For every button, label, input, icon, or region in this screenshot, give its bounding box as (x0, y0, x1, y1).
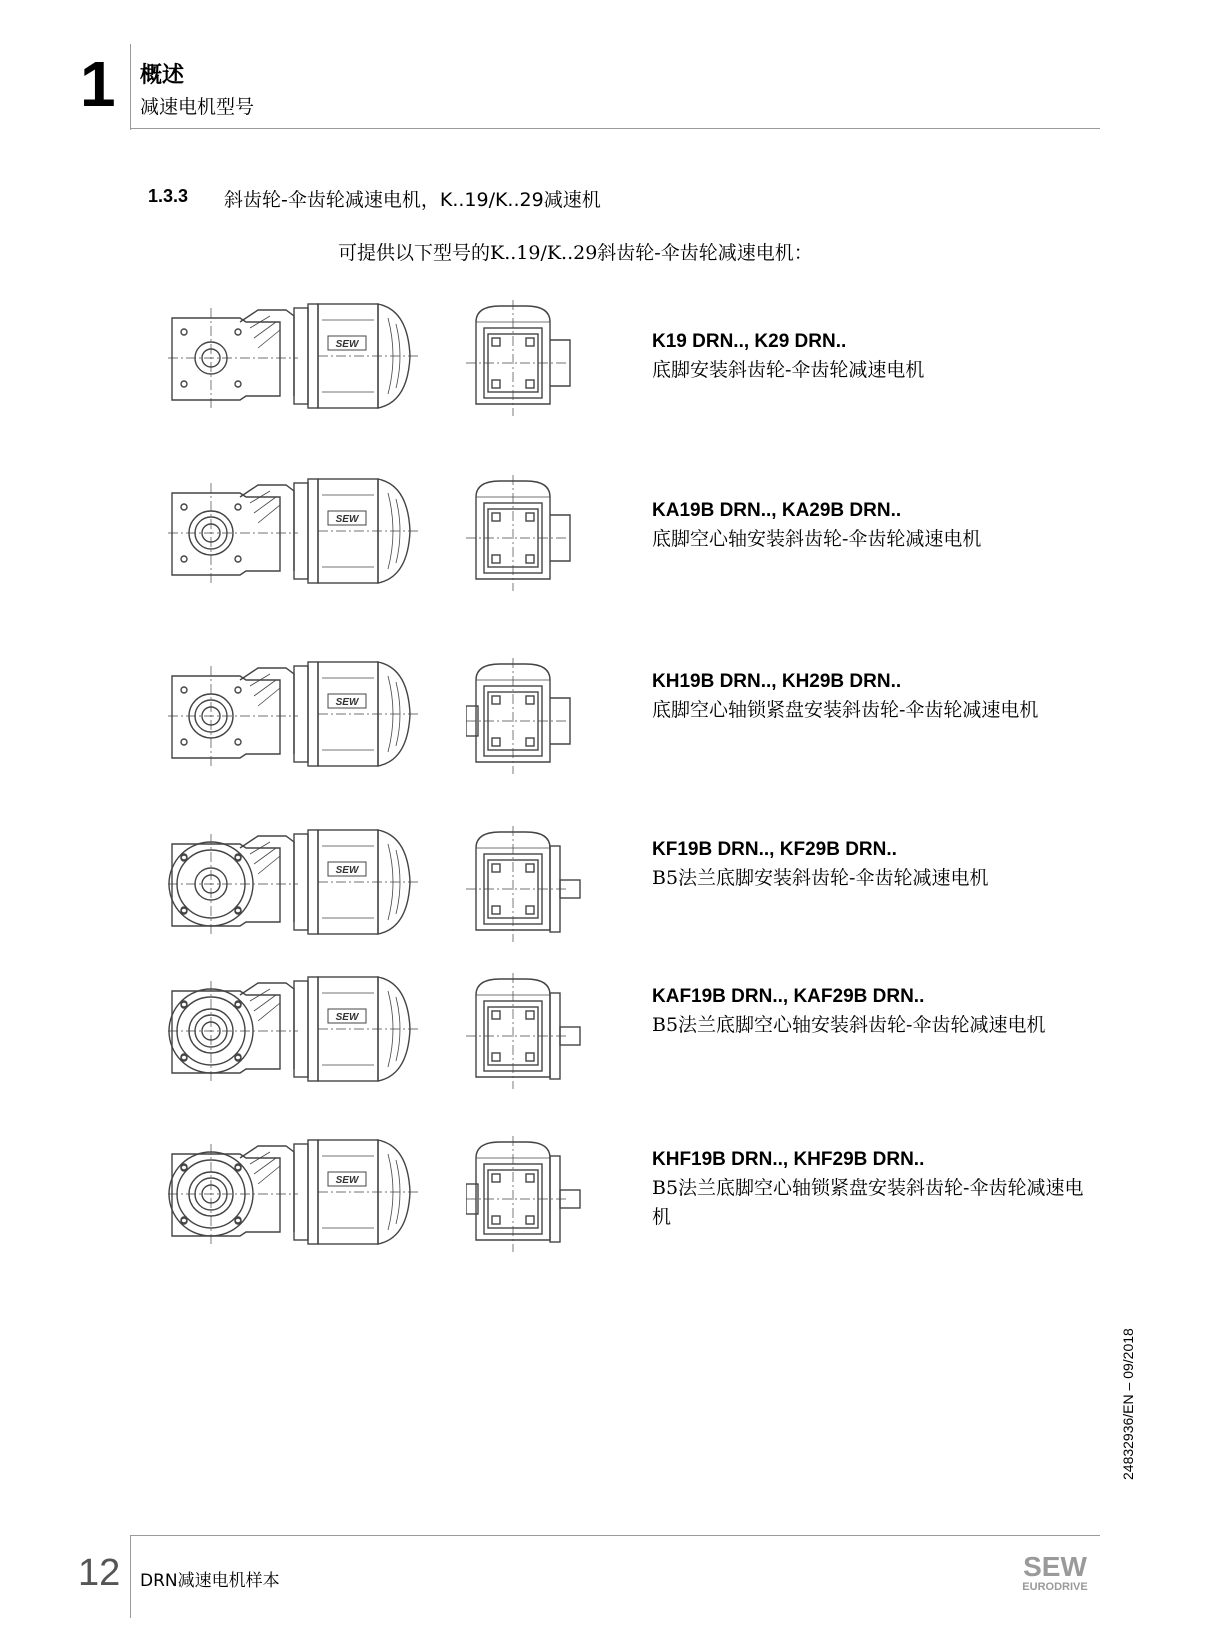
footer-divider-vertical (130, 1535, 131, 1618)
side-view-drawing (168, 973, 418, 1089)
product-description: 底脚空心轴锁紧盘安装斜齿轮-伞齿轮减速电机 (652, 699, 1039, 721)
product-model: KHF19B DRN.., KHF29B DRN.. (652, 1149, 925, 1170)
product-description: 底脚安装斜齿轮-伞齿轮减速电机 (652, 359, 925, 381)
intro-text: 可提供以下型号的K..19/K..29斜齿轮-伞齿轮减速电机： (338, 242, 813, 264)
svg-text:SEW: SEW (1023, 1551, 1087, 1582)
header-divider-vertical (130, 44, 131, 130)
section-title: 斜齿轮-伞齿轮减速电机，K..19/K..29减速机 (224, 189, 601, 211)
page-number: 12 (78, 1552, 121, 1594)
chapter-number: 1 (80, 48, 116, 120)
sew-nameplate-label: SEW (335, 697, 359, 708)
front-view-drawing (466, 826, 606, 942)
product-model: KAF19B DRN.., KAF29B DRN.. (652, 986, 925, 1007)
footer-divider-horizontal (130, 1535, 1100, 1536)
product-row (0, 658, 1225, 808)
chapter-subtitle: 减速电机型号 (140, 96, 255, 118)
product-row (0, 826, 1225, 976)
section-number: 1.3.3 (148, 186, 189, 206)
product-text (652, 983, 1092, 1040)
product-row (0, 1136, 1225, 1286)
side-view-drawing (168, 658, 418, 774)
side-view-drawing (168, 475, 418, 591)
front-view-drawing (466, 973, 606, 1089)
sew-nameplate-label: SEW (335, 1175, 359, 1186)
sew-nameplate-label: SEW (335, 514, 359, 525)
svg-text:EURODRIVE: EURODRIVE (1022, 1581, 1088, 1593)
footer-title: DRN减速电机样本 (140, 1571, 280, 1591)
side-view-drawing (168, 300, 418, 416)
product-description: 底脚空心轴安装斜齿轮-伞齿轮减速电机 (652, 528, 982, 550)
chapter-title: 概述 (140, 63, 185, 88)
sew-eurodrive-logo (1010, 1550, 1100, 1594)
product-text (652, 668, 1092, 725)
product-model: KF19B DRN.., KF29B DRN.. (652, 839, 897, 860)
sew-nameplate-label: SEW (335, 865, 359, 876)
product-description: B5法兰底脚安装斜齿轮-伞齿轮减速电机 (652, 867, 989, 889)
product-description: B5法兰底脚空心轴锁紧盘安装斜齿轮-伞齿轮减速电机 (652, 1177, 1084, 1228)
front-view-drawing (466, 658, 606, 774)
product-text (652, 497, 1092, 554)
product-model: K19 DRN.., K29 DRN.. (652, 331, 847, 352)
product-text (652, 1146, 1092, 1232)
product-row (0, 475, 1225, 625)
product-model: KH19B DRN.., KH29B DRN.. (652, 671, 902, 692)
product-row (0, 973, 1225, 1123)
product-text (652, 328, 1092, 385)
product-text (652, 836, 1092, 893)
front-view-drawing (466, 1136, 606, 1252)
header-divider-horizontal (130, 128, 1100, 129)
document-id: 24832936/EN – 09/2018 (1120, 1328, 1136, 1480)
sew-nameplate-label: SEW (335, 339, 359, 350)
product-description: B5法兰底脚空心轴安装斜齿轮-伞齿轮减速电机 (652, 1014, 1046, 1036)
sew-nameplate-label: SEW (335, 1012, 359, 1023)
product-row (0, 300, 1225, 450)
product-model: KA19B DRN.., KA29B DRN.. (652, 500, 902, 521)
front-view-drawing (466, 300, 606, 416)
front-view-drawing (466, 475, 606, 591)
side-view-drawing (168, 826, 418, 942)
side-view-drawing (168, 1136, 418, 1252)
